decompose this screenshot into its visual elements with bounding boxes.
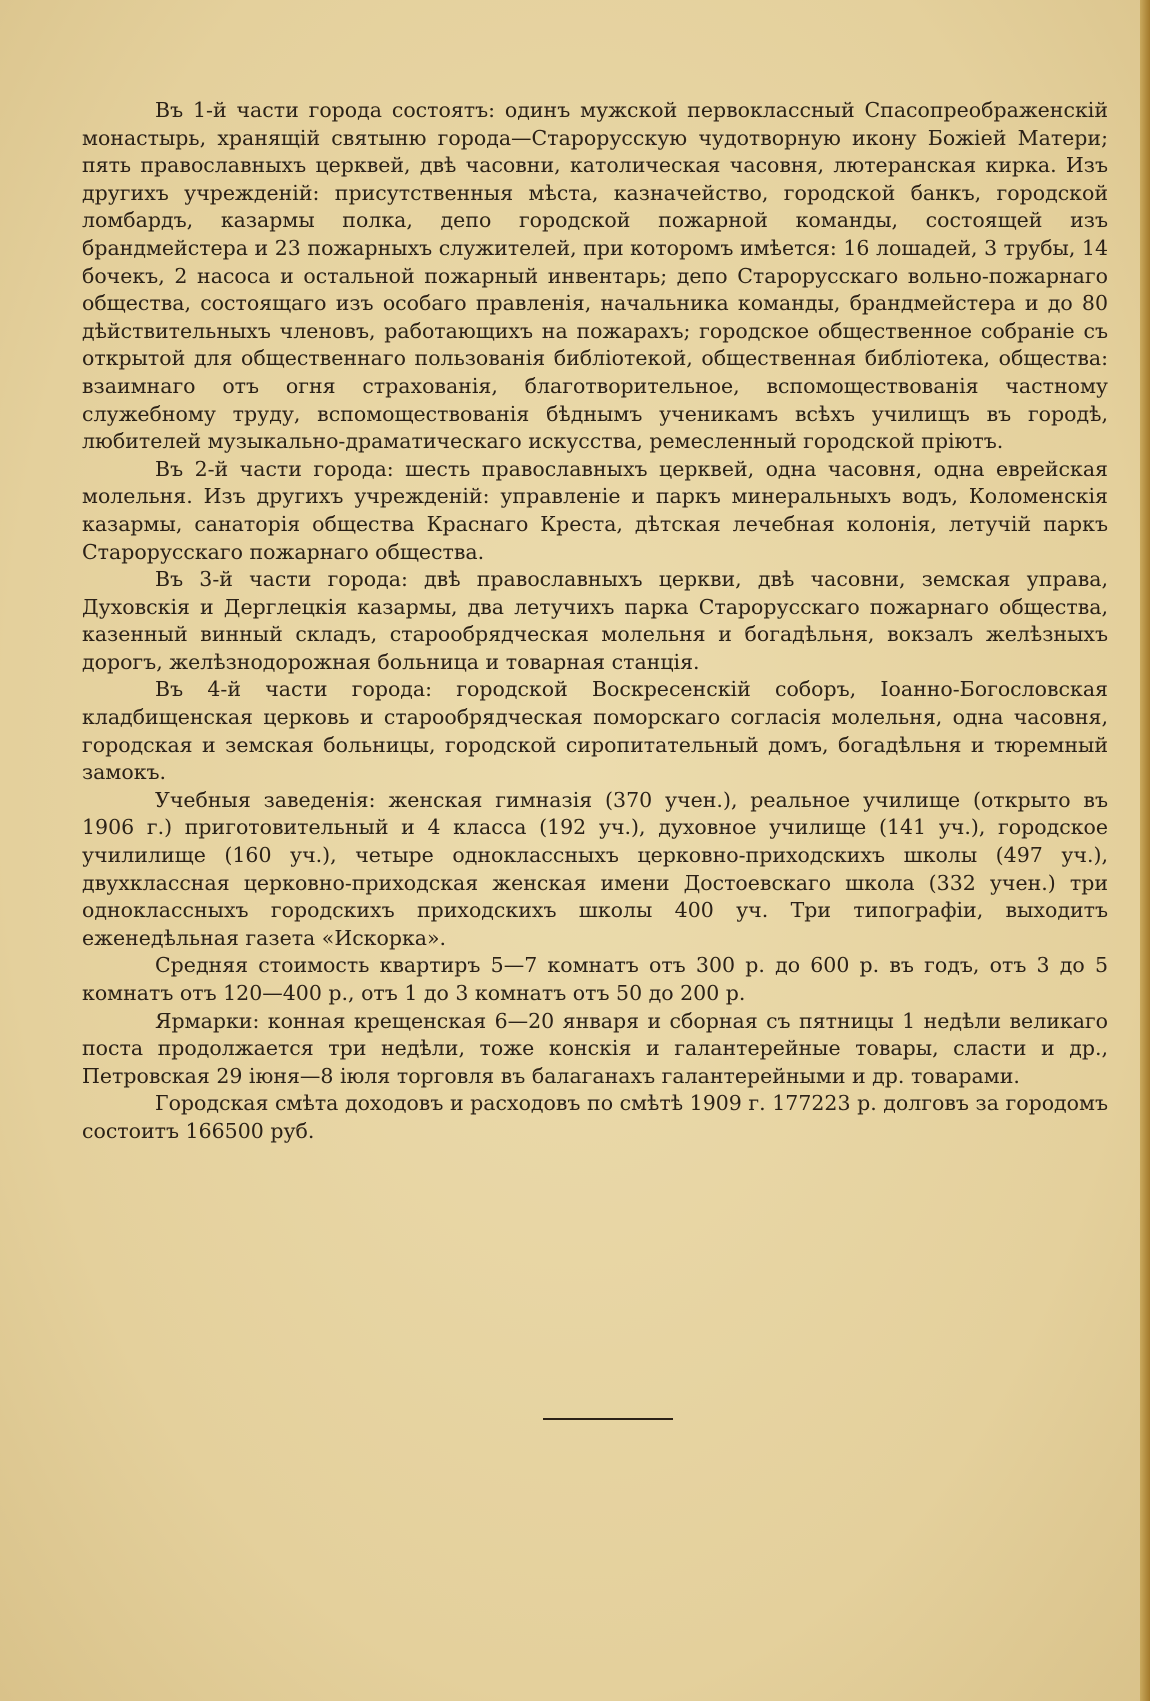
page-edge — [1140, 0, 1150, 1701]
paragraph-fairs: Ярмарки: конная крещенская 6—20 января и сборная съ пятницы 1 недѣли великаго поста продолжается три недѣли, тоже конскія и галантерейные товары, сласти и др., Петровская 29 іюня—8 іюля торговля въ балаганахъ галантерейными и др. товарами. — [82, 1008, 1108, 1088]
paragraph-budget: Городская смѣта доходовъ и расходовъ по смѣтѣ 1909 г. 177223 р. долговъ за городомъ состоитъ 166500 руб. — [82, 1091, 1108, 1143]
paragraph-part-1: Въ 1-й части города состоятъ: одинъ мужской первоклассный Спасопреображенскій монастырь, хранящій святыню города—Старорусскую чудотворную икону Божіей Матери; пять православныхъ церквей, двѣ часовни, католическая часовня, лютеранская кирка. Изъ другихъ учрежденій: присутственныя мѣста, казначейство, городской банкъ, городской ломбардъ, казармы полка, депо городской пожарной команды, состоящей изъ брандмейстера и 23 пожарныхъ служителей, при которомъ имѣется: 16 лошадей, 3 трубы, 14 бочекъ, 2 насоса и остальной пожарный инвентарь; депо Старорусскаго вольно-пожарнаго общества, состоящаго изъ особаго правленія, начальника команды, брандмейстера и до 80 дѣйствительныхъ членовъ, работающихъ на пожарахъ; городское общественное собраніе съ открытой для общественнаго пользованія библіотекой, общественная библіотека, общества: взаимнаго отъ огня страхованія, благотворительное, вспомоществованія частному служебному труду, вспомоществованія бѣднымъ ученикамъ всѣхъ училищъ въ городѣ, любителей музыкально-драматическаго искусства, ремесленный городской пріютъ. — [82, 98, 1108, 454]
paragraph-part-4: Въ 4-й части города: городской Воскресенскій соборъ, Іоанно-Богословская кладбищенская церковь и старообрядческая поморскаго согласія молельня, одна часовня, городская и земская больницы, городской сиропитательный домъ, богадѣльня и тюремный замокъ. — [82, 677, 1108, 785]
paragraph-schools: Учебныя заведенія: женская гимназія (370 учен.), реальное училище (открыто въ 1906 г.) приготовительный и 4 класса (192 уч.), духовное училище (141 уч.), городское училилище (160 уч.), четыре одноклассныхъ церковно-приходскихъ школы (497 уч.), двухклассная церковно-приходская женская имени Достоевскаго школа (332 учен.) три одноклассныхъ городскихъ приходскихъ школы 400 уч. Три типографіи, выходитъ еженедѣльная газета «Искорка». — [82, 787, 1108, 950]
paragraph-part-3: Въ 3-й части города: двѣ православныхъ церкви, двѣ часовни, земская управа, Духовскія и Дерглецкія казармы, два летучихъ парка Старорусскаго пожарнаго общества, казенный винный складъ, старообрядческая молельня и богадѣльня, вокзалъ желѣзныхъ дорогъ, желѣзнодорожная больница и товарная станція. — [82, 567, 1108, 674]
paragraph-part-2: Въ 2-й части города: шесть православныхъ церквей, одна часовня, одна еврейская молельня. Изъ другихъ учрежденій: управленіе и паркъ минеральныхъ водъ, Коломенскія казармы, санаторія общества Краснаго Креста, дѣтская лечебная колонія, летучій паркъ Старорусскаго пожарнаго общества. — [82, 456, 1108, 564]
section-divider — [543, 1418, 673, 1420]
body-text — [82, 97, 1108, 1146]
paragraph-rent: Средняя стоимость квартиръ 5—7 комнатъ отъ 300 р. до 600 р. въ годъ, отъ 3 до 5 комнатъ отъ 120—400 р., отъ 1 до 3 комнатъ отъ 50 до 200 р. — [82, 953, 1108, 1005]
